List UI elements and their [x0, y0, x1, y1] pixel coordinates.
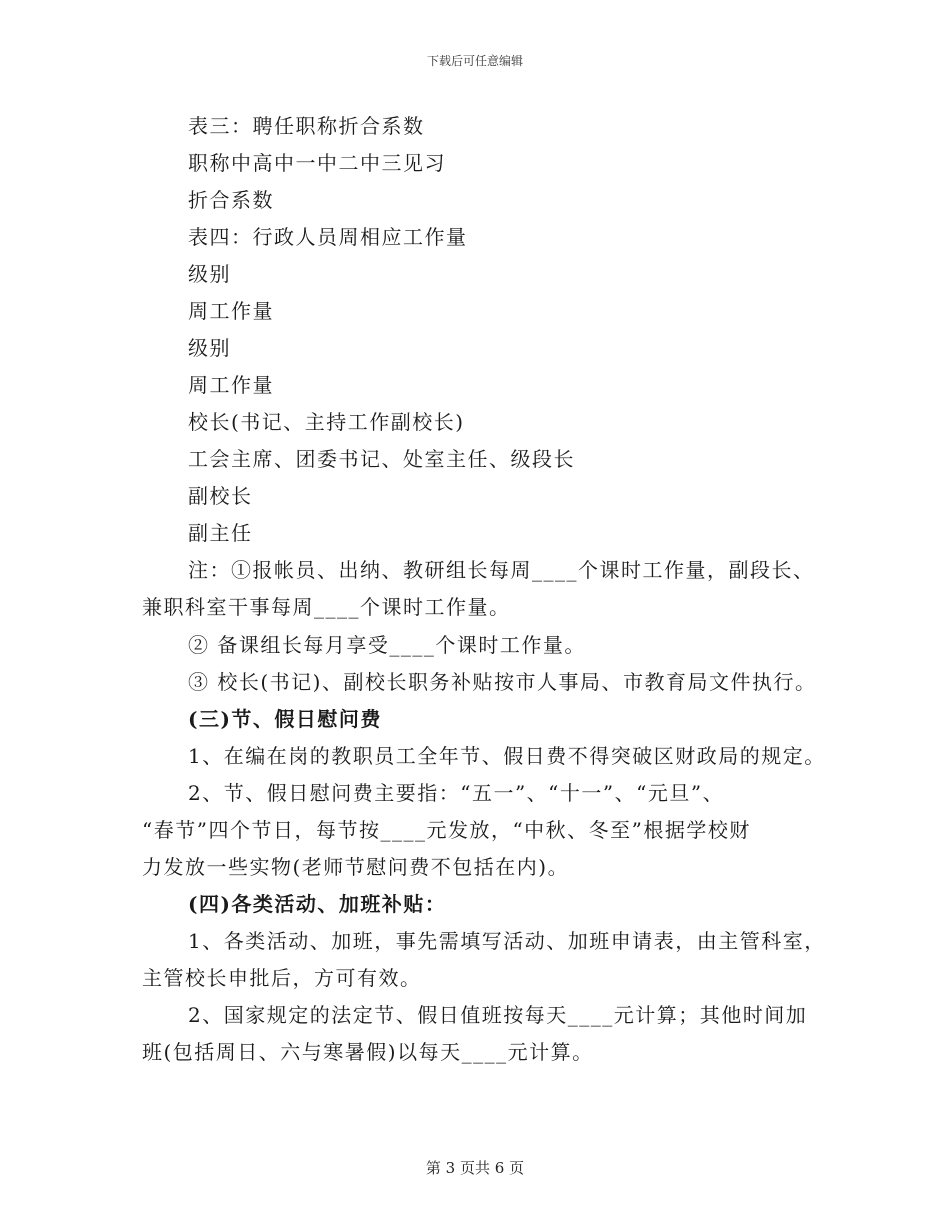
table3-title: 表三：聘任职称折合系数: [188, 114, 425, 138]
section-4-item-2-line-1: 2、国家规定的法定节、假日值班按每天____元计算；其他时间加: [188, 1003, 808, 1027]
section-3-item-2-line-3: 力发放一些实物(老师节慰问费不包括在内)。: [142, 855, 570, 879]
table4-title: 表四：行政人员周相应工作量: [188, 225, 468, 249]
note-1-line-2: 兼职科室干事每周____个课时工作量。: [142, 595, 511, 619]
table3-header-row: 职称中高中一中二中三见习: [188, 151, 446, 175]
table4-level-label-2: 级别: [188, 336, 231, 360]
section-3-item-1: 1、在编在岗的教职员工全年节、假日费不得突破区财政局的规定。: [188, 744, 826, 768]
page-header: 下载后可任意编辑: [426, 54, 523, 68]
section-3-item-2-line-1: 2、节、假日慰问费主要指：“五一”、“十一”、“元旦”、: [188, 781, 725, 805]
note-1-line-1: 注：①报帐员、出纳、教研组长每周____个课时工作量，副段长、: [188, 558, 815, 582]
section-4-item-1-line-1: 1、各类活动、加班，事先需填写活动、加班申请表，由主管科室，: [188, 929, 826, 953]
table4-vice-director-row: 副主任: [188, 521, 253, 545]
page-footer: 第 3 页共 6 页: [425, 1159, 525, 1177]
table4-level-label: 级别: [188, 262, 231, 286]
table4-workload-label-2: 周工作量: [188, 373, 274, 397]
table3-coefficient-row: 折合系数: [188, 188, 274, 212]
note-3: ③ 校长(书记)、副校长职务补贴按市人事局、市教育局文件执行。: [188, 670, 817, 694]
section-4-item-2-line-2: 班(包括周日、六与寒暑假)以每天____元计算。: [142, 1040, 594, 1064]
table4-workload-label: 周工作量: [188, 299, 274, 323]
section-3-item-2-line-2: “春节”四个节日，每节按____元发放，“中秋、冬至”根据学校财: [142, 818, 751, 842]
note-2: ② 备课组长每月享受____个课时工作量。: [188, 633, 586, 657]
table4-principal-row: 校长(书记、主持工作副校长): [188, 410, 465, 434]
section-4-item-1-line-2: 主管校长申批后，方可有效。: [142, 966, 422, 990]
section-3-heading: (三)节、假日慰问费: [188, 707, 382, 731]
table4-vice-principal-row: 副校长: [188, 484, 253, 508]
table4-union-row: 工会主席、团委书记、处室主任、级段长: [188, 447, 575, 471]
section-4-heading: (四)各类活动、加班补贴：: [188, 892, 447, 916]
